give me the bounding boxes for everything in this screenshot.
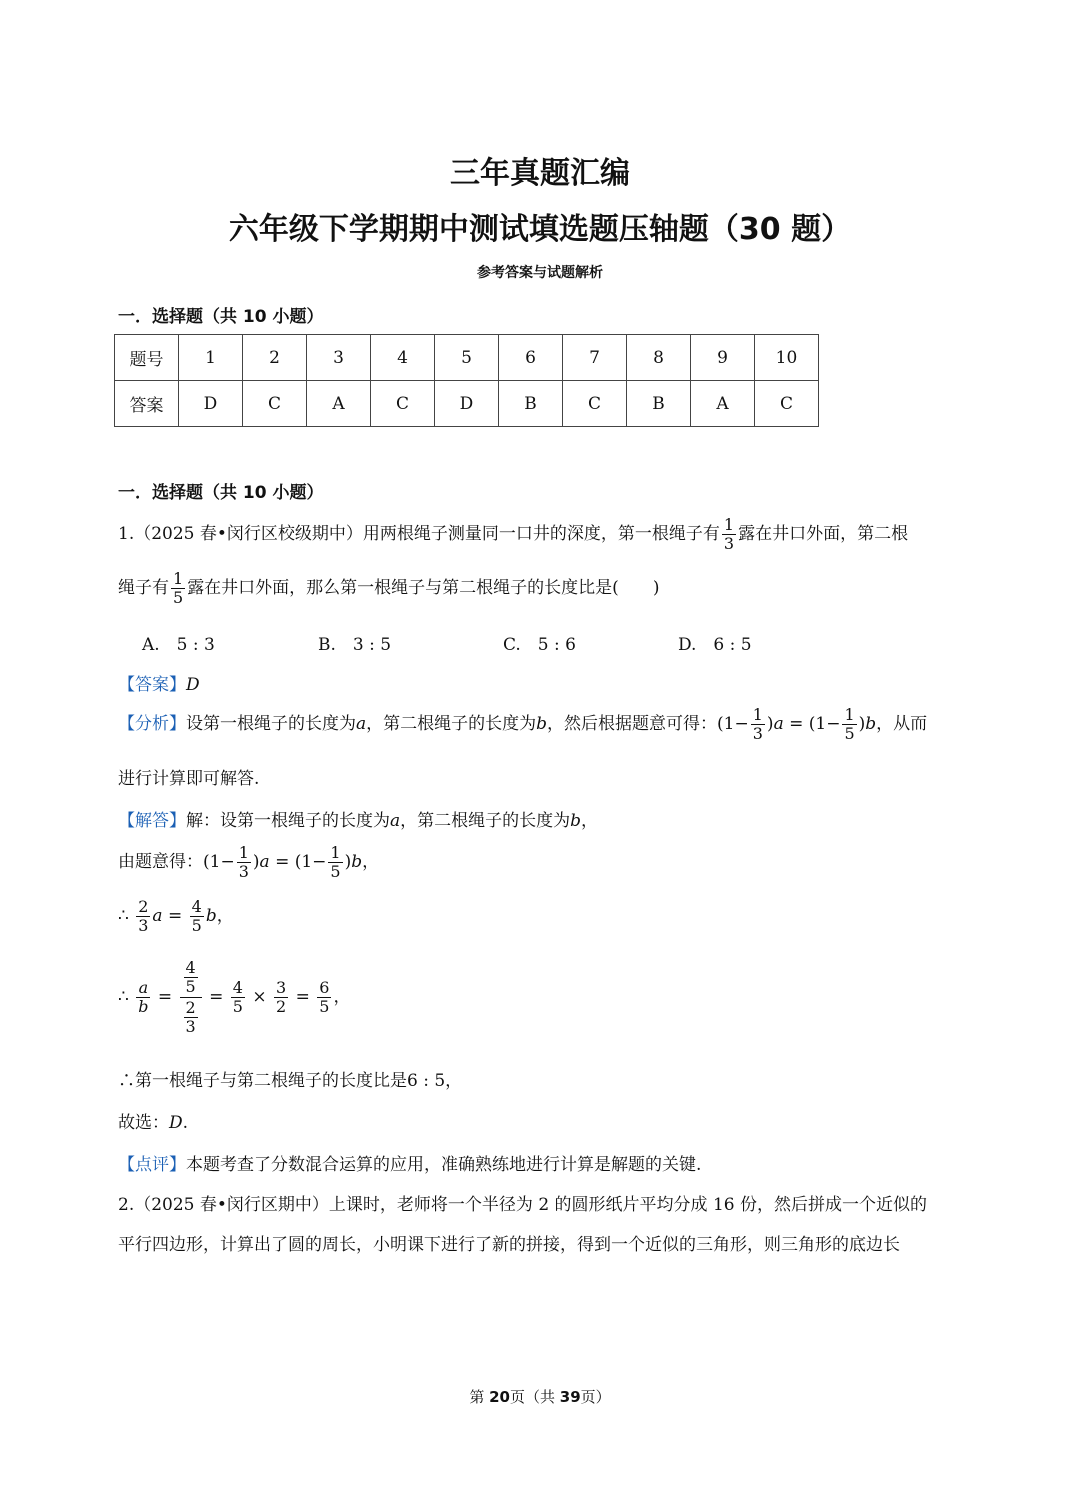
- analysis-text: 设第一根绳子的长度为: [186, 714, 356, 734]
- solution-step3: ∴ $\frac{a}{b}$ = $\frac{\frac{4}{5}}{\frac{2}{3}}$ = $\frac{4}{5}$ × $\frac{3}{2}$ = $\frac{6}{5}$ ，: [118, 958, 351, 1036]
- solution-conclusion: ∴第一根绳子与第二根绳子的长度比是6 : 5，: [118, 1071, 463, 1091]
- table-cell: C: [243, 381, 307, 427]
- q1-answer: [118, 670, 200, 695]
- frac-num: 4: [191, 897, 202, 916]
- var-a: a: [152, 906, 163, 926]
- answer-table: [114, 334, 819, 427]
- q1-stem-line2: [118, 570, 659, 607]
- solution-choice: 故选：D.: [118, 1113, 189, 1133]
- fraction-one-third: [237, 844, 251, 881]
- solution-text: 解：设第一根绳子的长度为: [186, 811, 390, 831]
- analysis-tag: 【分析】: [118, 714, 186, 734]
- frac-den: 5: [319, 997, 330, 1016]
- table-cell: 3: [307, 335, 371, 381]
- footer-text: 页）: [580, 1388, 611, 1406]
- step-label: 由题意得：: [118, 852, 203, 872]
- var-b: b: [865, 714, 877, 734]
- q1-stem-line1: [118, 516, 908, 553]
- page-total: 39: [559, 1388, 581, 1406]
- conclusion-text: ∴第一根绳子与第二根绳子的长度比是: [118, 1071, 407, 1091]
- table-cell: 6: [499, 335, 563, 381]
- doc-subtitle: 六年级下学期期中测试填选题压轴题（30 题）: [228, 212, 852, 247]
- q1-text-3: 绳子有: [118, 578, 169, 598]
- frac-den: 5: [185, 977, 196, 996]
- option-d: D. 6 : 5: [678, 635, 752, 655]
- var-b: b: [138, 997, 149, 1016]
- frac-num: 3: [276, 978, 287, 997]
- frac-den: [136, 998, 150, 1016]
- table-header-number: 题号: [115, 335, 179, 381]
- fraction-one-fifth: [328, 844, 342, 881]
- var-a: a: [138, 978, 149, 997]
- frac-den: 5: [232, 997, 243, 1016]
- table-cell: 5: [435, 335, 499, 381]
- var-a: a: [773, 714, 784, 734]
- therefore-symbol: ∴: [118, 906, 129, 926]
- table-cell: A: [307, 381, 371, 427]
- solution-text: ，第二根绳子的长度为: [400, 811, 571, 831]
- fraction-a-over-b: [136, 979, 150, 1016]
- table-cell: C: [371, 381, 435, 427]
- frac-den: 3: [185, 1017, 196, 1036]
- table-cell: 10: [755, 335, 819, 381]
- frac-den: 3: [138, 916, 149, 935]
- var-b: b: [570, 811, 582, 831]
- frac-den: 5: [191, 916, 202, 935]
- frac-num: 2: [138, 897, 149, 916]
- fraction-two-thirds: [136, 898, 150, 935]
- frac-num: 1: [173, 569, 184, 588]
- table-cell: C: [563, 381, 627, 427]
- analysis-text: ，第二根绳子的长度为: [366, 714, 537, 734]
- table-cell: B: [627, 381, 691, 427]
- q1-text: 1.（2025 春•闵行区校级期中）用两根绳子测量同一口井的深度，第一根绳子有: [118, 524, 720, 544]
- table-row-numbers: [115, 335, 819, 381]
- frac-num: 4: [232, 978, 243, 997]
- fraction-one-third: [751, 706, 765, 743]
- fraction-six-fifths: [317, 979, 331, 1016]
- therefore-symbol: ∴: [118, 987, 129, 1007]
- frac-den: 5: [330, 862, 341, 881]
- fraction-one-fifth: [842, 706, 856, 743]
- table-cell: 4: [371, 335, 435, 381]
- fraction-three-halves: [274, 979, 288, 1016]
- table-cell: 9: [691, 335, 755, 381]
- table-cell: 1: [179, 335, 243, 381]
- table-cell: 8: [627, 335, 691, 381]
- analysis-text: ，从而: [876, 714, 928, 734]
- section-heading-choice: 一．选择题（共 10 小题）: [118, 307, 324, 327]
- frac-num: 2: [185, 998, 196, 1017]
- fraction-one-third: [722, 516, 736, 553]
- footer-text: 第: [469, 1388, 490, 1406]
- ratio-value: 6 : 5: [407, 1071, 446, 1091]
- table-cell: 2: [243, 335, 307, 381]
- frac-num: 1: [844, 705, 855, 724]
- frac-num: 1: [238, 843, 249, 862]
- q1-text-2: 露在井口外面，第二根: [738, 524, 909, 544]
- var-a: a: [390, 811, 401, 831]
- frac-num: [180, 958, 202, 998]
- frac-num: 1: [752, 705, 763, 724]
- frac-den: 5: [173, 588, 184, 607]
- option-a: A. 5 : 3: [142, 635, 215, 655]
- choice-value: D: [169, 1113, 183, 1133]
- option-b: B. 3 : 5: [318, 635, 392, 655]
- complex-fraction: [180, 958, 202, 1037]
- q1-text-4: 露在井口外面，那么第一根绳子与第二根绳子的长度比是( ): [187, 578, 660, 598]
- frac-den: 3: [723, 534, 735, 553]
- table-cell: D: [179, 381, 243, 427]
- page-footer: [0, 1386, 1080, 1407]
- q1-analysis: 【分析】设第一根绳子的长度为a，第二根绳子的长度为b，然后根据题意可得：(1− $\frac{1}{3}$ )a = (1− $\frac{1}{5}$ )b，从而: [118, 705, 928, 743]
- solution-step2: ∴ $\frac{2}{3}$ a = $\frac{4}{5}$ b，: [118, 897, 234, 935]
- solution-step1: 由题意得：(1− $\frac{1}{3}$ )a = (1− $\frac{1}{5}$ )b，: [118, 843, 380, 881]
- solution-text: ，: [581, 811, 599, 831]
- frac-num: 4: [185, 958, 196, 977]
- fraction-four-fifths: [190, 898, 204, 935]
- var-a: a: [356, 714, 367, 734]
- answer-tag: 【答案】: [118, 675, 186, 695]
- answer-analysis-heading: 参考答案与试题解析: [477, 265, 603, 281]
- frac-num: 1: [330, 843, 341, 862]
- frac-den: 5: [844, 724, 855, 743]
- frac-num: 6: [319, 978, 330, 997]
- table-cell: B: [499, 381, 563, 427]
- frac-num: [136, 979, 150, 998]
- table-row-answers: [115, 381, 819, 427]
- fraction-two-thirds: [184, 999, 198, 1036]
- var-a: a: [259, 852, 270, 872]
- table-cell: 7: [563, 335, 627, 381]
- table-cell: C: [755, 381, 819, 427]
- q1-analysis-line2: 进行计算即可解答.: [118, 769, 260, 789]
- choice-label: 故选：: [118, 1113, 169, 1133]
- q1-comment: [118, 1150, 701, 1175]
- doc-title: 三年真题汇编: [450, 156, 630, 191]
- comment-text: 本题考查了分数混合运算的应用，准确熟练地进行计算是解题的关键.: [186, 1155, 702, 1175]
- fraction-one-fifth: [171, 570, 185, 607]
- footer-text: 页（共: [509, 1388, 560, 1406]
- frac-den: [180, 998, 202, 1037]
- comment-tag: 【点评】: [118, 1155, 186, 1175]
- answer-value: D: [186, 675, 200, 695]
- section-heading-choice-2: 一．选择题（共 10 小题）: [118, 483, 324, 503]
- var-b: b: [205, 906, 217, 926]
- var-b: b: [536, 714, 548, 734]
- q1-solution: [118, 806, 598, 831]
- table-cell: D: [435, 381, 499, 427]
- q2-stem-line2: 平行四边形，计算出了圆的周长，小明课下进行了新的拼接，得到一个近似的三角形，则三角形的底边长: [118, 1235, 900, 1255]
- frac-den: 2: [276, 997, 287, 1016]
- table-cell: A: [691, 381, 755, 427]
- frac-den: 3: [238, 862, 249, 881]
- solution-tag: 【解答】: [118, 811, 186, 831]
- table-header-answer: 答案: [115, 381, 179, 427]
- frac-num: 1: [723, 515, 735, 534]
- option-c: C. 5 : 6: [503, 635, 576, 655]
- q2-stem-line1: 2.（2025 春•闵行区期中）上课时，老师将一个半径为 2 的圆形纸片平均分成 16 份，然后拼成一个近似的: [118, 1195, 927, 1215]
- fraction-four-fifths: [184, 959, 198, 996]
- var-b: b: [351, 852, 363, 872]
- frac-den: 3: [752, 724, 763, 743]
- page-number: 20: [489, 1388, 510, 1406]
- fraction-four-fifths: [231, 979, 245, 1016]
- analysis-text: ，然后根据题意可得：: [547, 714, 718, 734]
